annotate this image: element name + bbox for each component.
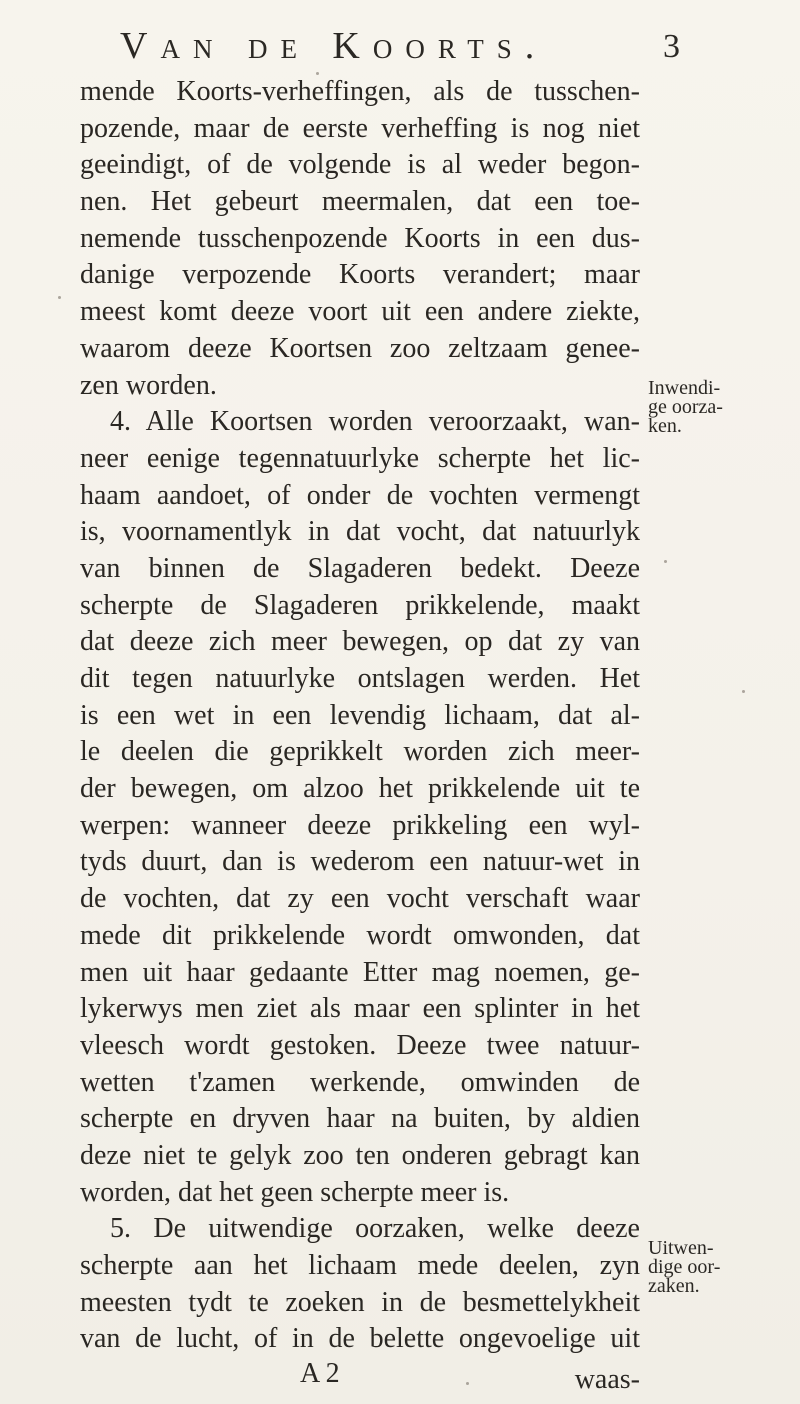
- text-line: nemende tusschenpozende Koorts in een dus-: [80, 222, 640, 254]
- text-line: meest komt deeze voort uit een andere ziekte,: [80, 296, 640, 328]
- text-line: pozende, maar de eerste verheffing is nog niet: [80, 112, 640, 144]
- text-line: tyds duurt, dan is wederom een natuur-wet in: [80, 846, 640, 878]
- text-line: geeindigt, of de volgende is al weder begon-: [80, 149, 640, 181]
- text-line: mede dit prikkelende wordt omwonden, dat: [80, 919, 640, 951]
- paper-speck: [742, 690, 745, 693]
- text-line: mende Koorts-verheffingen, als de tusschen-: [80, 76, 640, 107]
- text-line: vleesch wordt gestoken. Deeze twee natuur-: [80, 1029, 640, 1061]
- text-line: wetten t'zamen werkende, omwinden de: [80, 1066, 640, 1098]
- running-head: [120, 20, 680, 68]
- text-line: danige verpozende Koorts verandert; maar: [80, 259, 640, 291]
- text-line: de vochten, dat zy een vocht verschaft waar: [80, 883, 640, 915]
- text-line: scherpte aan het lichaam mede deelen, zyn: [80, 1250, 640, 1281]
- paper-speck: [316, 72, 319, 75]
- paper-speck: [466, 1382, 469, 1385]
- text-line: zen worden.: [80, 369, 217, 401]
- margin-note-uitwendige-oorzaken: [648, 1238, 798, 1295]
- text-line: is, voornamentlyk in dat vocht, dat natuurlyk: [80, 516, 640, 548]
- text-line: scherpte de Slagaderen prikkelende, maakt: [80, 589, 640, 621]
- text-line: waarom deeze Koortsen zoo zeltzaam genee-: [80, 332, 640, 364]
- margin-note-inwendige-oorzaken: [648, 378, 798, 435]
- page-number: 3: [663, 28, 680, 65]
- text-line: 4. Alle Koortsen worden veroorzaakt, wan-: [110, 406, 640, 438]
- margin-note-line: Uitwen-: [648, 1237, 714, 1259]
- text-line: neer eenige tegennatuurlyke scherpte het lic-: [80, 442, 640, 474]
- text-line: dit tegen natuurlyke ontslagen werden. Het: [80, 663, 640, 694]
- text-line: is een wet in een levendig lichaam, dat al-: [80, 699, 640, 731]
- signature-mark: A 2: [300, 1358, 340, 1389]
- text-line: haam aandoet, of onder de vochten vermengt: [80, 479, 640, 511]
- page-footer: [80, 1358, 640, 1398]
- text-line: nen. Het gebeurt meermalen, dat een toe-: [80, 186, 640, 218]
- text-line: 5. De uitwendige oorzaken, welke deeze: [110, 1213, 640, 1245]
- margin-note-line: Inwendi-: [648, 377, 721, 399]
- text-line: meesten tydt te zoeken in de besmettelykheit: [80, 1286, 640, 1318]
- running-title: Van de Koorts.: [120, 25, 548, 67]
- margin-note-line: ken.: [648, 415, 682, 437]
- text-line: deze niet te gelyk zoo ten onderen gebragt kan: [80, 1139, 640, 1171]
- margin-note-line: dige oor-: [648, 1256, 721, 1278]
- margin-note-line: ge oorza-: [648, 396, 723, 418]
- paper-speck: [58, 296, 61, 299]
- text-line: dat deeze zich meer bewegen, op dat zy van: [80, 626, 640, 658]
- text-line: scherpte en dryven haar na buiten, by aldien: [80, 1103, 640, 1135]
- text-line: werpen: wanneer deeze prikkeling een wyl-: [80, 809, 640, 841]
- text-line: van de lucht, of in de belette ongevoelige uit: [80, 1323, 640, 1355]
- catchword: waas-: [574, 1364, 640, 1395]
- text-line: van binnen de Slagaderen bedekt. Deeze: [80, 552, 640, 584]
- paper-speck: [664, 560, 667, 563]
- margin-note-line: zaken.: [648, 1275, 700, 1297]
- text-line: lykerwys men ziet als maar een splinter in het: [80, 993, 640, 1025]
- body-text: [80, 74, 640, 1358]
- text-line: le deelen die geprikkelt worden zich meer-: [80, 736, 640, 768]
- text-line: men uit haar gedaante Etter mag noemen, ge-: [80, 956, 640, 988]
- text-line: der bewegen, om alzoo het prikkelende uit te: [80, 773, 640, 805]
- text-line: worden, dat het geen scherpte meer is.: [80, 1176, 510, 1208]
